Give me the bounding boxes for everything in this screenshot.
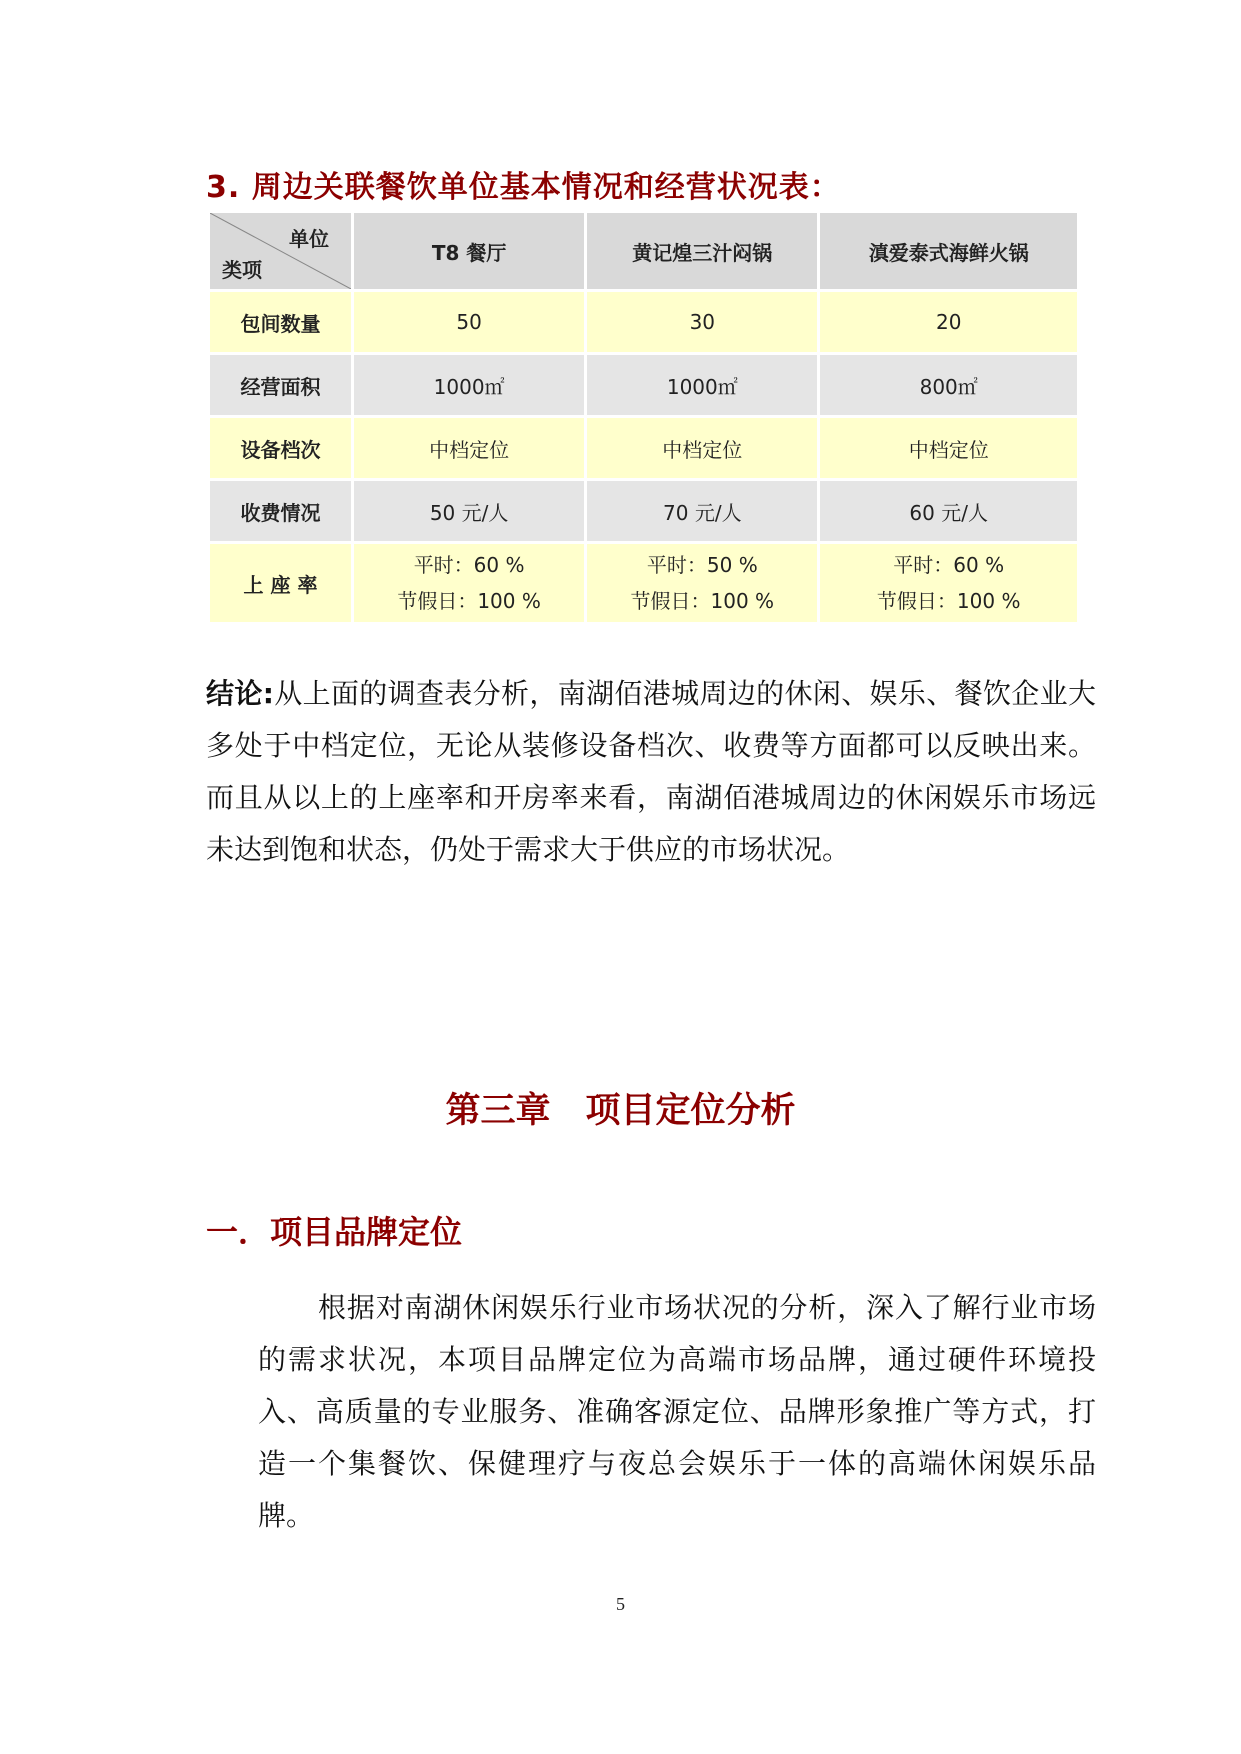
row-label: 上 座 率 [210,544,351,622]
table-cell: 1000㎡ [354,355,584,415]
table-cell [587,544,817,622]
table-cell: 50 元/人 [354,481,584,541]
table-cell: 800㎡ [820,355,1077,415]
table-cell: 70 元/人 [587,481,817,541]
row-label: 包间数量 [210,292,351,352]
table-cell: 中档定位 [587,418,817,478]
table-corner-cell [210,213,351,289]
holiday-rate: 节假日：100 % [630,589,775,613]
conclusion-text: 从上面的调查表分析，南湖佰港城周边的休闲、娱乐、餐饮企业大多处于中档定位，无论从装修设备档次、收费等方面都可以反映出来。而且从以上的上座率和开房率来看，南湖佰港城周边的休闲娱乐市场远未达到饱和状态，仍处于需求大于供应的市场状况。 [206,677,1096,866]
page-number: 5 [616,1594,625,1614]
column-header: 黄记煌三汁闷锅 [587,213,817,289]
restaurant-survey-table [207,210,1080,625]
weekday-rate: 平时：60 % [893,553,1005,577]
table-cell [354,544,584,622]
row-label: 经营面积 [210,355,351,415]
table-cell: 1000㎡ [587,355,817,415]
table-cell: 50 [354,292,584,352]
corner-label-unit: 单位 [289,227,329,251]
table-cell: 中档定位 [820,418,1077,478]
row-label: 收费情况 [210,481,351,541]
table-row [210,418,1077,478]
weekday-rate: 平时：60 % [413,553,525,577]
column-header: T8 餐厅 [354,213,584,289]
column-header: 滇爱泰式海鲜火锅 [820,213,1077,289]
table-row [210,544,1077,622]
sub-heading: 一．项目品牌定位 [206,1213,463,1251]
chapter-title: 第三章 项目定位分析 [445,1091,796,1131]
conclusion-label: 结论: [206,677,274,710]
table-row [210,355,1077,415]
row-label: 设备档次 [210,418,351,478]
table-row [210,292,1077,352]
table-header-row [210,213,1077,289]
table-cell [820,544,1077,622]
conclusion-paragraph [206,668,1096,876]
holiday-rate: 节假日：100 % [397,589,541,613]
table-cell: 中档定位 [354,418,584,478]
weekday-rate: 平时：50 % [646,553,758,577]
body-paragraph: 根据对南湖休闲娱乐行业市场状况的分析，深入了解行业市场的需求状况，本项目品牌定位为高端市场品牌，通过硬件环境投入、高质量的专业服务、准确客源定位、品牌形象推广等方式，打造一个集餐饮、保健理疗与夜总会娱乐于一体的高端休闲娱乐品牌。 [258,1291,1096,1532]
table-cell: 20 [820,292,1077,352]
section-heading: 3. 周边关联餐饮单位基本情况和经营状况表： [206,170,841,205]
table-cell: 60 元/人 [820,481,1077,541]
table-row [210,481,1077,541]
table-cell: 30 [587,292,817,352]
corner-label-category: 类项 [222,258,262,282]
holiday-rate: 节假日：100 % [876,589,1021,613]
